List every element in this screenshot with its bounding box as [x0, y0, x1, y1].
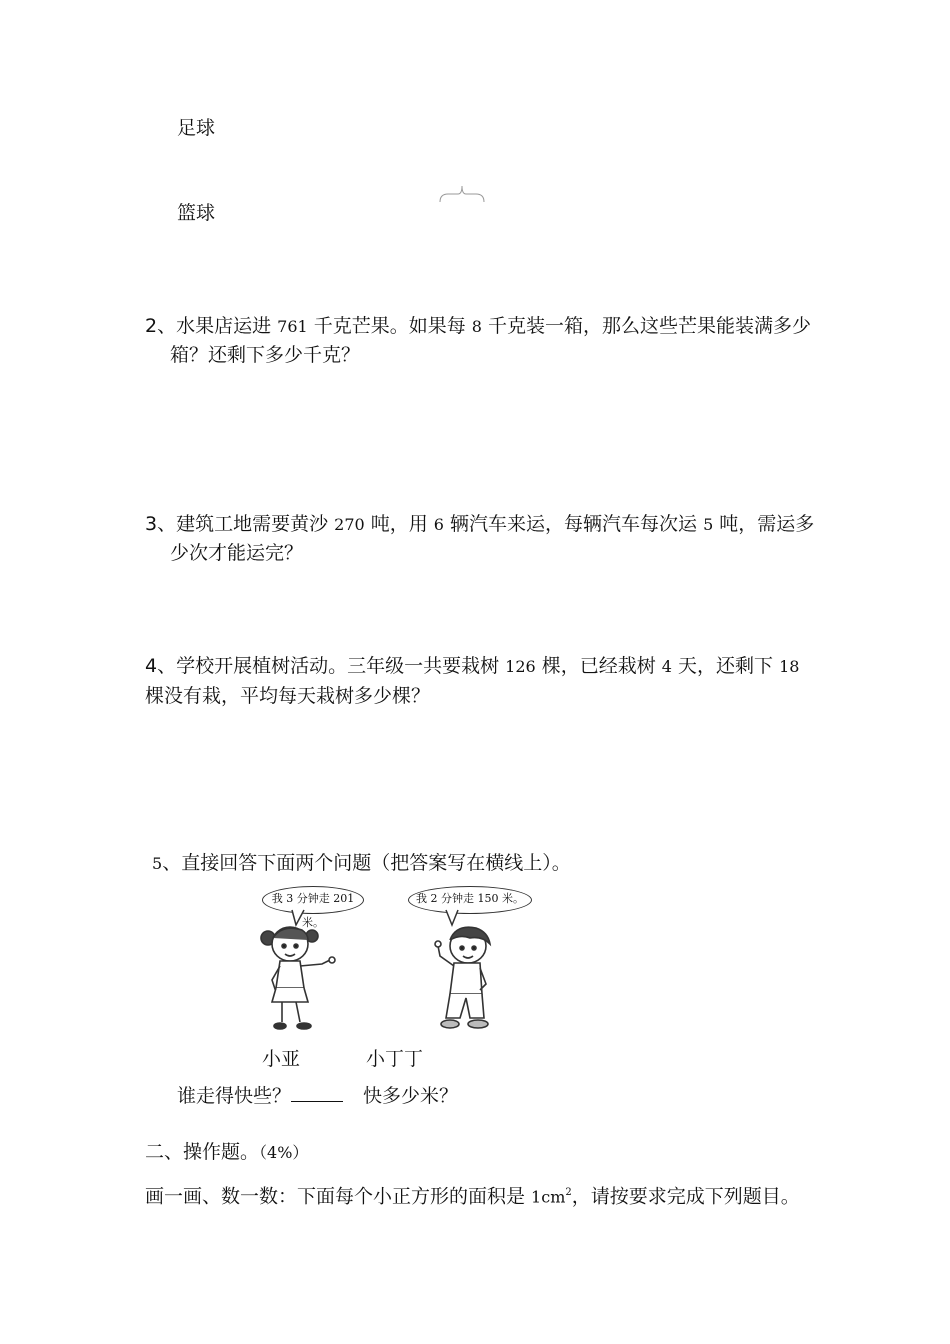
question-4-line2: 棵没有栽，平均每天栽树多少棵？ [145, 685, 431, 707]
label-basketball: 篮球 [177, 202, 216, 224]
brace-mark [438, 184, 486, 204]
section-2-instruction: 画一画、数一数：下面每个小正方形的面积是 $1cm^2$，请按要求完成下列题目。 [145, 1185, 800, 1208]
section-2-title: 二、操作题。（4%） [145, 1141, 309, 1163]
name-boy: 小丁丁 [366, 1048, 424, 1070]
label-football: 足球 [177, 117, 216, 139]
girl-illustration [252, 918, 352, 1036]
name-girl: 小亚 [262, 1048, 301, 1070]
answer-blank[interactable] [291, 1083, 343, 1102]
question-5-title: 5、直接回答下面两个问题（把答案写在横线上）。 [152, 852, 571, 874]
question-5-ask: 谁走得快些？ 快多少米？ [177, 1085, 459, 1107]
speech-bubble-boy: 我 2 分钟走 150 米。 [408, 886, 532, 914]
boy-illustration [420, 918, 520, 1036]
question-2-line1: 2、水果店运进 761 千克芒果。如果每 8 千克装一箱，那么这些芒果能装满多少 [145, 315, 812, 337]
speech-bubble-girl: 我 3 分钟走 201 米。 [262, 886, 364, 914]
question-2-line2: 箱？还剩下多少千克？ [170, 344, 361, 366]
question-3-line1: 3、建筑工地需要黄沙 270 吨，用 6 辆汽车来运，每辆汽车每次运 5 吨，需运多 [145, 513, 815, 535]
question-3-line2: 少次才能运完？ [170, 542, 304, 564]
question-4-line1: 4、学校开展植树活动。三年级一共要栽树 126 棵，已经栽树 4 天，还剩下 18 [145, 655, 800, 677]
